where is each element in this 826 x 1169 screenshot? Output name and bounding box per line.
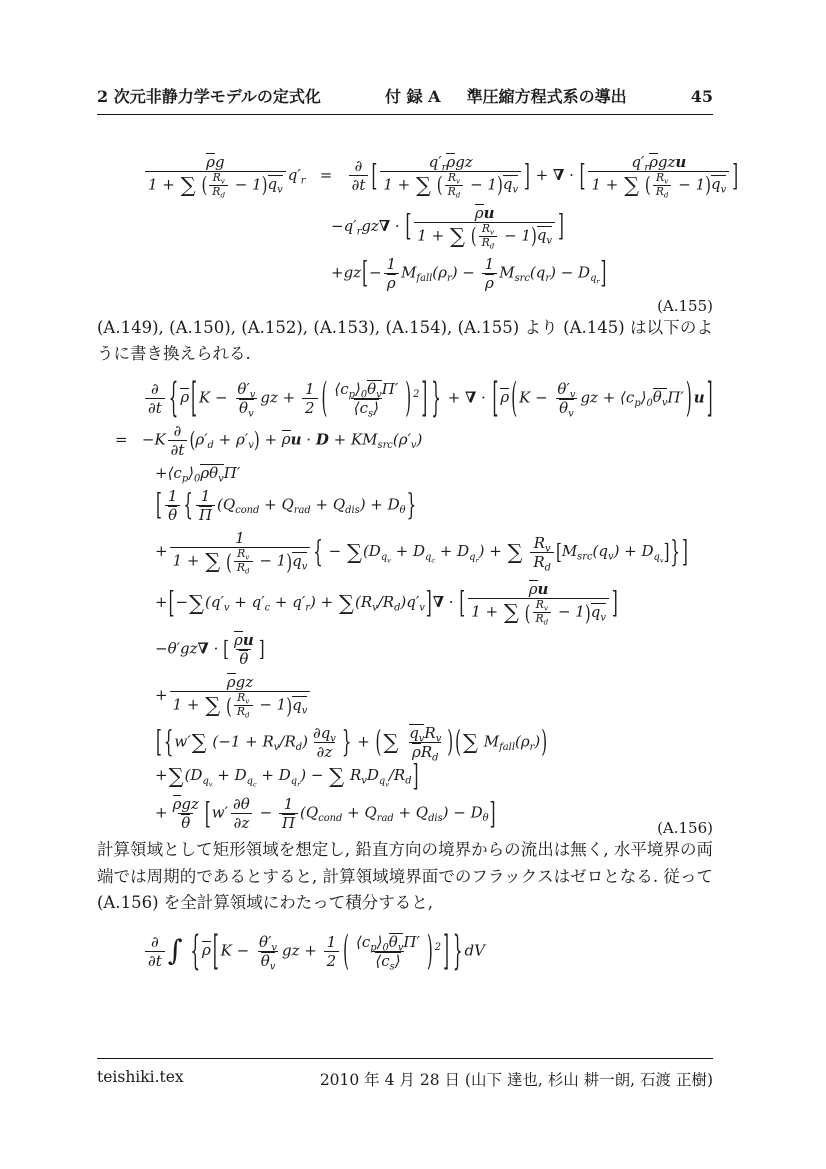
equation-line: $-q'_rgz\nabla$ · [ ρu 1 + ∑ ( $\frac{R_v}{R_d}$ − $1)q_v$ ] [331,203,564,251]
page-content [97,84,739,975]
equation-line: +gz[− $\frac{1}{\rho}$ $M_{fall}(\rho_r)$ − $\frac{1}{\rho}$ $M_{src}(q_r) - D_{q_r}$] [331,254,607,292]
appendix-title: 準圧縮方程式系の導出 [466,87,627,106]
equation-line: $+[-\sum(q'_v + q'_c + q'_r) + \sum(R_v/R_d)q'_v]\nabla$ · [ ρu 1 + ∑ ( $\frac{R_v}{R_d}$ − $1)q_v$ ] [155,580,618,627]
equation-line: $\frac{\partial}{\partial t}$ { ρ [ K − $\frac{\theta'_v}{\theta_v}$ gz + $\frac{1}{2}$ ( $\frac{⟨c_p⟩_0\theta_v\Pi'}{⟨c_s⟩}$ ) $^2$ ] } + ∇ · [ ρ ( K − $\frac{\theta'_v}{\theta_v}$ gz + $⟨c_p⟩_0\theta_v\Pi'$ ) u ] [143,380,713,417]
equation-line: $+⟨c_p⟩_0\rho\theta_v\Pi'$ [155,463,241,485]
header-rule [97,114,713,115]
equation-line: [ {w′∑ $(-1 + R_v/R_d)$ $\frac{\partial q_v}{\partial z}$ } + (∑ $\frac{q_vR_v}{\rho R_d}$ ) (∑ $M_{fall}(\rho_r)$) [156,723,548,764]
equation-a156 [97,372,713,838]
appendix-label: 付 録 A [385,87,441,106]
equation-line: ρg 1 + ∑ ( $\frac{R_v}{R_d}$ − $1)q_v$ $q'_r$ = $\frac{\partial}{\partial t}$ [ $q'_r\rho gz$ 1 + ∑ ( $\frac{R_v}{R_d}$ − $1)q_v$ ] + ∇ · [ $q'_r\rho gzu$ 1 + ∑ ( $\frac{R_v}{R_d}$ − $1)q_v$ ] [143,153,713,199]
running-head [97,84,713,114]
footer-date-authors: 2010 年 4 月 28 日 (山下 達也, 杉山 耕一朗, 石渡 正樹) [319,1071,713,1089]
equation-line: −θ′gz∇ · [ $\frac{\rho u}{\theta}$ ] [155,631,265,669]
page-footer [97,1058,713,1090]
equation-line: $\frac{\partial}{\partial t}$ ∫ { ρ [ K − $\frac{\theta'_v}{\theta_v}$ gz + $\frac{1}{2}$ ( $\frac{⟨c_p⟩_0\theta_v\Pi'}{⟨c_s⟩}$ ) $^2$ ] } dV [143,933,713,970]
equation-last-row [97,790,713,837]
page-number: 45 [690,87,713,106]
running-head-appendix [385,84,627,107]
equation-number: (A.155) [657,296,713,315]
footer-filename: teishiki.tex [97,1068,184,1086]
equation-integral [97,925,713,975]
running-head-section-title: 2 次元非静力学モデルの定式化 [97,87,321,106]
paragraph-rewrite-note: (A.149), (A.150), (A.152), (A.153), (A.154), (A.155) より (A.145) は以下のように書き換えられる. [97,317,713,364]
equation-line: + 1 1 + ∑ ( $\frac{R_v}{R_d}$ − $1)q_v$ { − $\sum(D_{q_v} + D_{q_c} + D_{q_r})$ + ∑ $\frac{R_v}{R_d}$ $[M_{src}(q_v) + D_{q_v}]$} ] [155,529,688,576]
equation-number: (A.156) [657,819,713,838]
equation-line: + $\frac{\text{ρgz}}{\theta}$ [w′ $\frac{\partial\theta}{\partial z}$ − $\frac{1}{\Pi}$ $(Q_{cond} + Q_{rad} + Q_{dis}) - D_\theta$] [155,795,496,833]
paragraph-domain-note: 計算領域として矩形領域を想定し, 鉛直方向の境界からの流出は無く, 水平境界の両端では周期的であるとすると, 計算領域境界面でのフラックスはゼロとなる. 従って (A.156) を全計算領域にわたって積分すると, [97,840,713,913]
equation-line: + ρgz 1 + ∑ ( $\frac{R_v}{R_d}$ − $1)q_v$ [155,673,713,719]
equation-a155 [97,153,739,315]
equation-line: = −K $\frac{\partial}{\partial t}$ $(\rho'_d + \rho'_v) + \rho u \cdot D + KM_{src}(\rho'_v)$ [115,421,423,459]
equation-line: [ $\frac{1}{\theta}$ { $\frac{1}{\Pi}$ $(Q_{cond} + Q_{rad} + Q_{dis}) + D_\theta$} [156,487,417,525]
equation-line: $+\sum(D_{q_v} + D_{q_c} + D_{q_r})$ − ∑ $R_vD_{q_v}/R_d$] [155,757,419,794]
